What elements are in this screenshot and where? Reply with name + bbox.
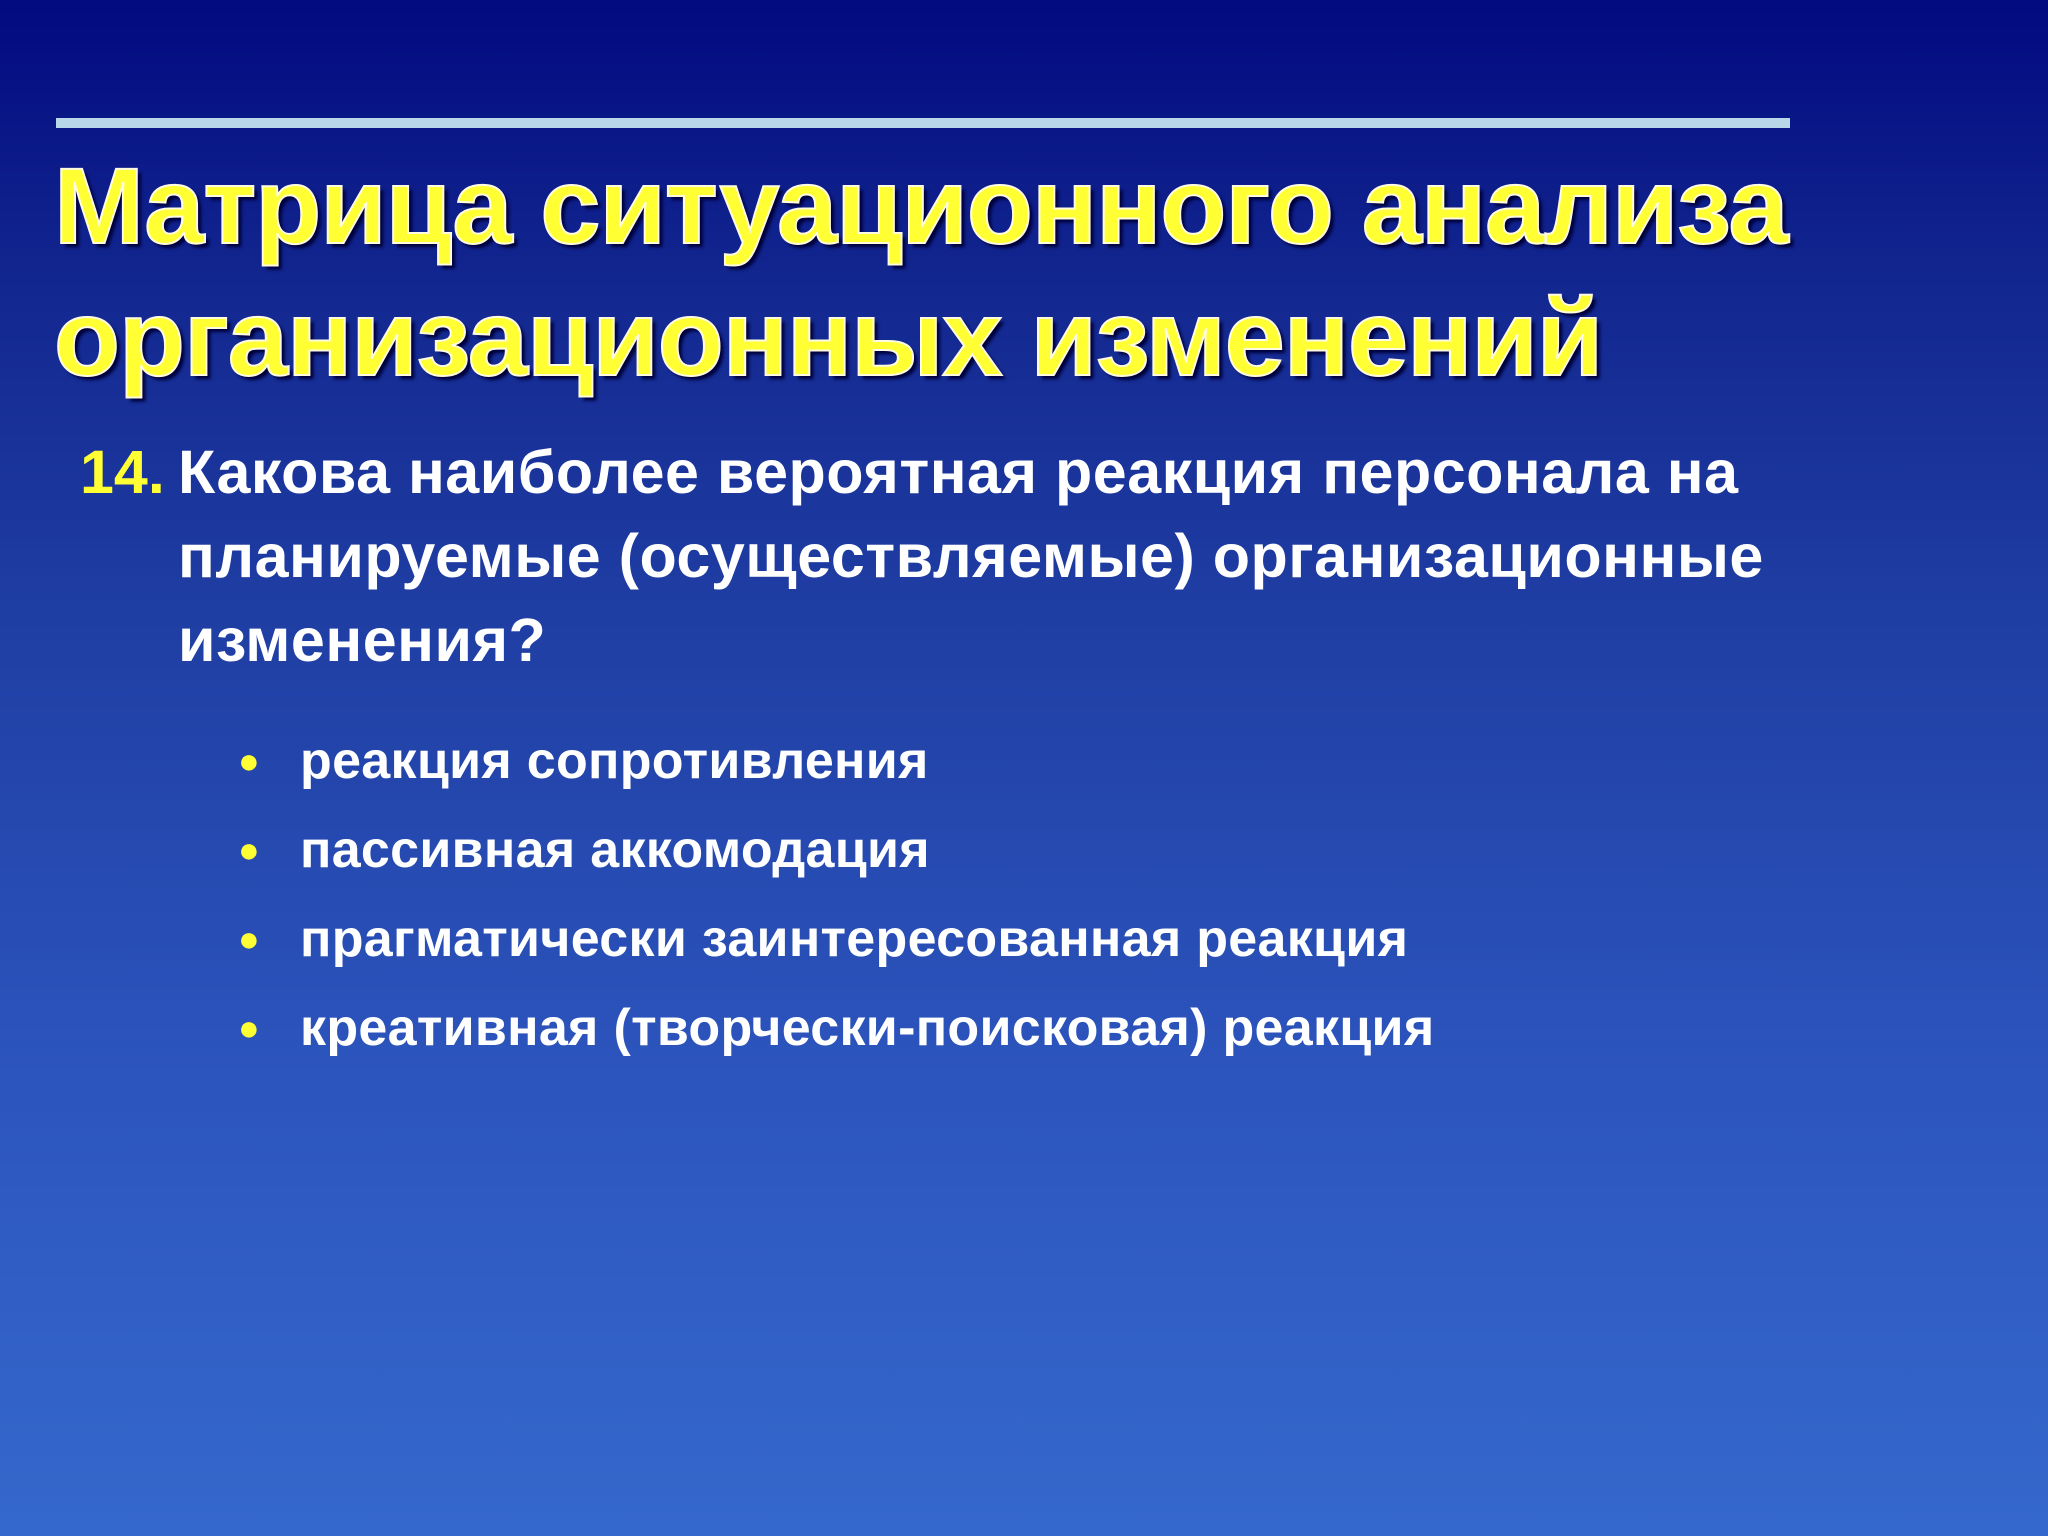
slide-title-line-1: Матрица ситуационного анализа [54, 145, 1788, 266]
answer-text: реакция сопротивления [300, 731, 929, 790]
title-divider [56, 118, 1790, 128]
answer-text: пассивная аккомодация [300, 820, 930, 879]
bullet-dot-icon: ● [238, 739, 260, 781]
question-block [80, 430, 1980, 682]
question-text-line-1: Какова наиболее вероятная реакция персонала на [178, 438, 1739, 506]
answer-item [238, 805, 1434, 894]
slide-title [54, 140, 1954, 404]
answer-item [238, 716, 1434, 805]
slide-title-line-2: организационных изменений [54, 277, 1603, 398]
bullet-dot-icon: ● [238, 917, 260, 959]
answer-item [238, 894, 1434, 983]
answer-list [238, 716, 1434, 1072]
answer-text: прагматически заинтересованная реакция [300, 909, 1409, 968]
question-text-line-3: изменения? [178, 606, 547, 674]
question-text [178, 430, 1978, 682]
bullet-dot-icon: ● [238, 1006, 260, 1048]
answer-item [238, 983, 1434, 1072]
question-number: 14. [80, 438, 165, 506]
question-text-line-2: планируемые (осуществляемые) организационные [178, 522, 1764, 590]
answer-text: креативная (творчески-поисковая) реакция [300, 998, 1435, 1057]
bullet-dot-icon: ● [238, 828, 260, 870]
